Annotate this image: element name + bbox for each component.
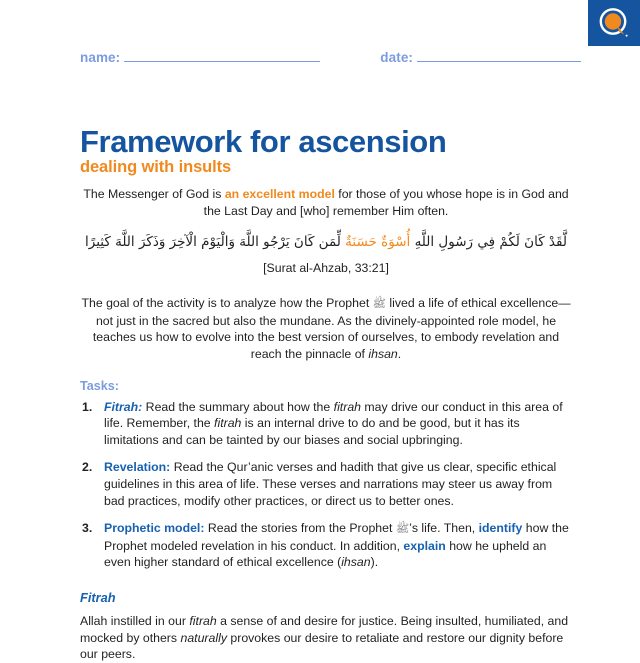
fitrah-italic-2: naturally <box>180 630 227 645</box>
task-3-italic-ihsan: ihsan <box>341 555 371 570</box>
goal-text-3: . <box>397 346 402 361</box>
fitrah-section-heading: Fitrah <box>80 589 116 605</box>
task-3-text-c: how the Prophet modeled revelation in his conduct. In addition, <box>104 521 569 553</box>
task-1-text-a: Read the summary about how the <box>142 399 334 414</box>
task-3-text-e: ). <box>370 555 379 570</box>
arabic-highlight: أُسْوَةٌ حَسَنَةٌ <box>345 234 411 251</box>
task-2-lead: Revelation: <box>104 460 171 475</box>
page-subtitle: dealing with insults <box>80 157 232 176</box>
page-title: Framework for ascension <box>80 123 447 159</box>
arabic-before: لَّقَدْ كَانَ لَكُمْ فِي رَسُولِ اللَّهِ <box>410 234 567 251</box>
task-3-keyword-identify: identify <box>478 521 523 536</box>
arabic-verse <box>80 229 572 255</box>
student-meta-row <box>80 50 572 65</box>
task-item-revelation <box>104 459 572 509</box>
task-item-fitrah <box>104 399 572 449</box>
date-field[interactable] <box>380 50 581 65</box>
name-label: name: <box>80 50 121 65</box>
task-1-lead: Fitrah: <box>104 399 143 414</box>
date-input-rule[interactable] <box>417 50 581 62</box>
hadith-translation <box>80 186 572 219</box>
brand-logo <box>588 0 640 46</box>
task-3-lead: Prophetic model: <box>104 521 205 536</box>
fitrah-text-b: a sense of and desire for justice. Being insulted, humiliated, and mocked by others <box>80 613 569 645</box>
task-2-text-a: Read the Qur’anic verses and hadith that give us clear, specific ethical guidelines in this area of life. These verses and narrations may steer us away from bad practices, modify other practices, or direct us to better ones. <box>104 460 557 508</box>
task-3-text-b: ’s life. Then, <box>409 521 479 536</box>
name-field[interactable] <box>80 50 320 65</box>
qalam-q-logo-icon <box>597 6 631 40</box>
task-item-prophetic-model <box>104 520 572 571</box>
task-1-italic-2: fitrah <box>214 416 242 431</box>
arabic-after: لِّمَن كَانَ يَرْجُو اللَّهَ وَالْيَوْمَ الْآخِرَ وَذَكَرَ اللَّهَ كَثِيرًا <box>85 234 346 251</box>
worksheet-content <box>80 186 572 663</box>
fitrah-italic-1: fitrah <box>189 613 217 628</box>
fitrah-section-body <box>80 613 572 663</box>
fitrah-text-c: provokes our desire to retaliate and restore our dignity before our peers. <box>80 630 564 662</box>
hadith-intro-after: for those of you whose hope is in God and the Last Day and [who] remember Him often. <box>203 187 569 218</box>
tasks-label: Tasks: <box>80 378 119 393</box>
task-1-italic-1: fitrah <box>333 399 361 414</box>
hadith-highlight: an excellent model <box>224 187 335 201</box>
pbuh-glyph-icon: ﷺ <box>395 522 410 536</box>
goal-text-2: lived a life of ethical excellence—not just in the sacred but also the mundane. As the divinely-appointed role model, he teaches us how to evolve into the best version of ourselves, to embody revelation and reach the pinnacle of <box>92 296 571 361</box>
verse-citation: [Surat al-Ahzab, 33:21] <box>263 261 389 276</box>
name-input-rule[interactable] <box>124 50 320 62</box>
activity-goal-paragraph <box>80 295 572 362</box>
goal-italic-ihsan: ihsan <box>368 346 398 361</box>
pbuh-glyph-icon: ﷺ <box>372 297 386 311</box>
hadith-intro-before: The Messenger of God is <box>83 187 225 201</box>
task-3-text-d: how he upheld an even higher standard of ethical excellence ( <box>104 538 547 570</box>
fitrah-text-a: Allah instilled in our <box>80 613 190 628</box>
tasks-list <box>80 399 572 571</box>
date-label: date: <box>380 50 414 65</box>
task-3-text-a: Read the stories from the Prophet <box>204 521 396 536</box>
task-1-text-c: is an internal drive to do and be good, but it has its limitations and can be tainted by our biases and social upbringing. <box>104 416 520 447</box>
goal-text-1: The goal of the activity is to analyze how the Prophet <box>81 296 373 311</box>
task-3-keyword-explain: explain <box>403 538 446 553</box>
task-1-text-b: may drive our conduct in this area of life. Remember, the <box>104 399 563 431</box>
